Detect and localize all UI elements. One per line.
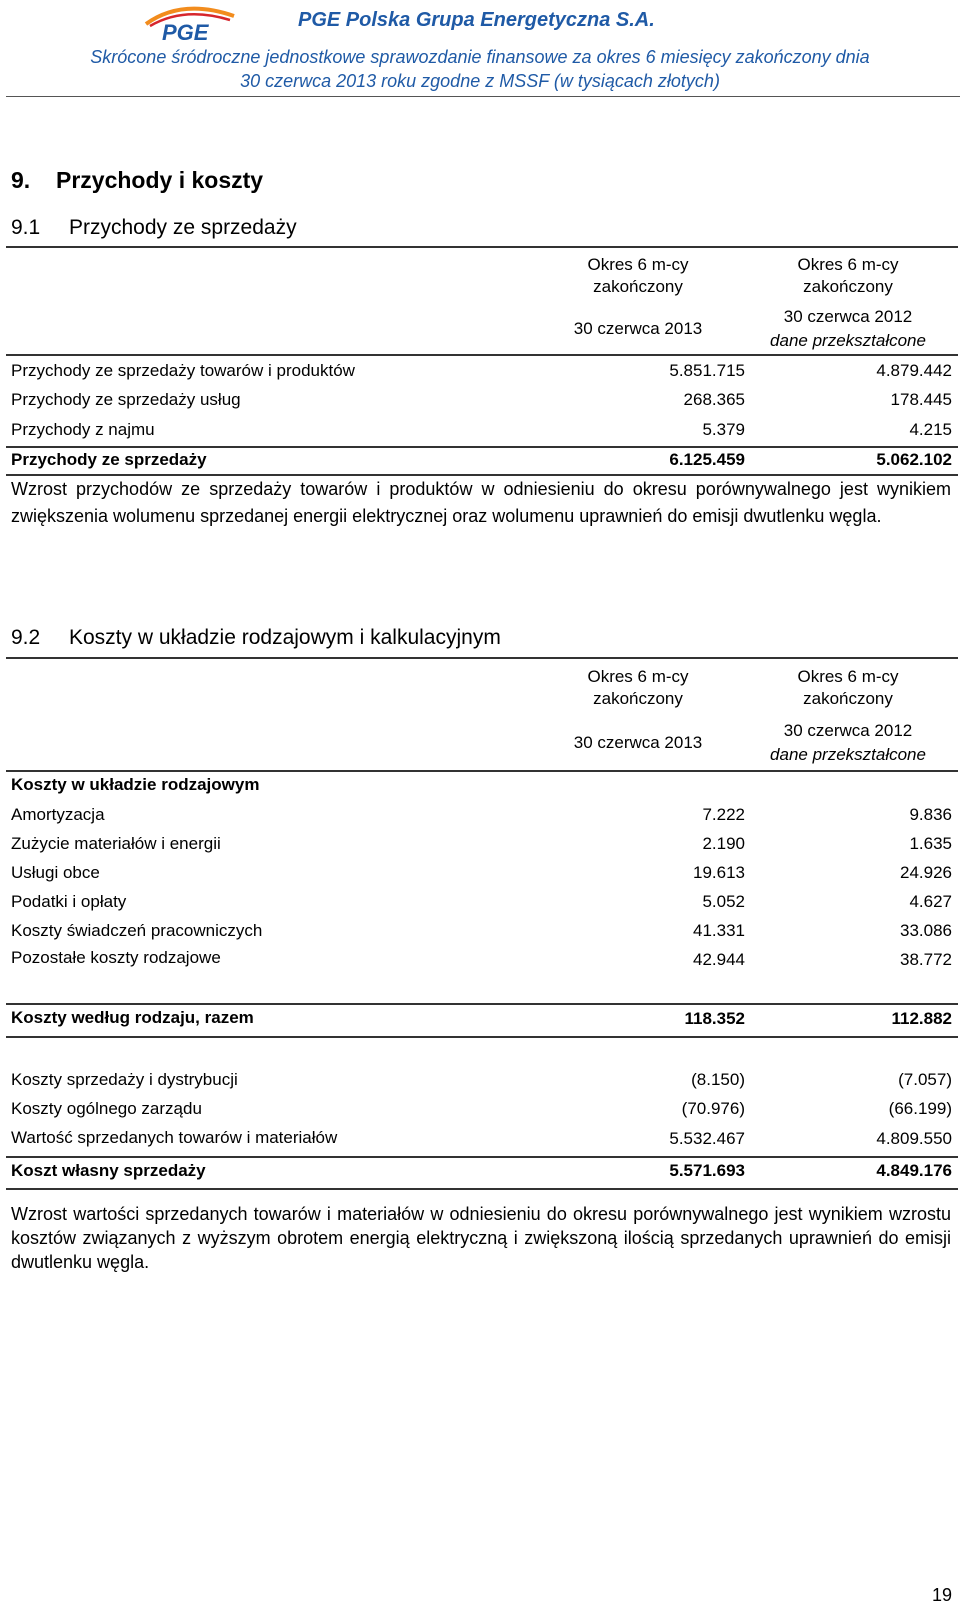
costs-total-rule [6,1156,958,1158]
col-period-label: Okres 6 m-cy [797,667,899,686]
row-label: Przychody z najmu [11,420,155,439]
revenue-note: Wzrost przychodów ze sprzedaży towarów i produktów w odniesieniu do okresu porównywalnego jest wynikiem zwiększenia wolumenu sprzedanej energii elektrycznej oraz wolumenu uprawnień do emisji dwutlenku węgla. [11,479,951,526]
costs-table-top-rule [6,657,958,659]
table-row [11,359,951,383]
table-row [11,948,951,972]
revenue-title: Przychody ze sprzedaży [69,216,297,239]
row-value-2012: 4.215 [909,420,952,439]
group-label-text: Koszty w układzie rodzajowym [11,775,260,794]
section-heading [11,167,263,194]
report-subtitle-line2: 30 czerwca 2013 roku zgodne z MSSF (w tysiącach złotych) [240,71,720,91]
costs-subtotal-row [11,1007,951,1031]
row-value-2012: 33.086 [900,921,952,940]
row-value-2013: 2.190 [702,834,745,853]
table-row [11,388,951,412]
col-ended-label: zakończony [593,689,683,708]
revenue-header-rule [6,354,958,356]
row-value-2013: (70.976) [681,1099,745,1118]
row-value-2013: 118.352 [684,1009,745,1028]
costs-note: Wzrost wartości sprzedanych towarów i materiałów w odniesieniu do okresu porównywalnego jest wynikiem wzrostu kosztów związanych z wyższym obrotem energią elektryczną i zwiększoną ilością sprzedanych uprawnień do emisji dwutlenku węgla. [11,1204,951,1272]
row-value-2012: 112.882 [891,1009,952,1028]
pge-logo [142,2,238,42]
col-date-label: 30 czerwca 2013 [573,319,703,338]
col-ended-label: zakończony [593,277,683,296]
row-value-2013: 268.365 [683,390,745,409]
revenue-number: 9.1 [11,216,41,239]
row-value-2012: 24.926 [900,863,952,882]
col-date-label: 30 czerwca 2013 [573,733,703,752]
costs-col1-header [543,666,733,754]
row-value-2012: (7.057) [898,1070,952,1089]
row-value-2013: 5.052 [702,892,745,911]
section-number: 9. [11,167,31,193]
revenue-col1-header [543,254,733,340]
company-name: PGE Polska Grupa Energetyczna S.A. [298,9,655,31]
revenue-col2-header [753,254,943,352]
table-row [11,1097,951,1121]
costs-bottom-rule [6,1188,958,1190]
table-row [11,861,951,885]
costs-col2-header [753,666,943,766]
costs-heading [11,626,501,650]
table-row [11,1127,951,1151]
costs-subtotal-bottom-rule [6,1036,958,1038]
logo-text: PGE [162,20,209,42]
col-date-label: 30 czerwca 2012 [783,307,913,326]
row-value-2012: 1.635 [909,834,952,853]
row-label: Przychody ze sprzedaży towarów i produktów [11,361,355,380]
row-value-2012: 5.062.102 [876,450,952,469]
costs-total-row [11,1159,951,1183]
header-divider [6,96,960,97]
costs-number: 9.2 [11,626,41,649]
page-number: 19 [931,1585,952,1605]
row-value-2012: 4.627 [909,892,952,911]
row-value-2013: 5.571.693 [669,1161,745,1180]
section-title: Przychody i koszty [56,167,264,193]
row-label: Koszty sprzedaży i dystrybucji [11,1070,238,1089]
row-value-2012: 4.879.442 [876,361,952,380]
row-value-2012: (66.199) [888,1099,952,1118]
row-value-2013: 19.613 [693,863,745,882]
row-label: Koszty świadczeń pracowniczych [11,921,263,940]
table-row [11,1068,951,1092]
col-ended-label: zakończony [803,689,893,708]
col-date-label: 30 czerwca 2012 [783,721,913,740]
table-row [11,803,951,827]
row-label: Przychody ze sprzedaży usług [11,390,241,409]
row-value-2013: 5.379 [702,420,745,439]
col-restated-label: dane przekształcone [770,745,926,764]
row-label: Zużycie materiałów i energii [11,834,221,853]
row-label: Wartość sprzedanych towarów i materiałów [11,1128,338,1147]
col-ended-label: zakończony [803,277,893,296]
table-row [11,890,951,914]
row-label: Przychody ze sprzedaży [11,450,207,469]
col-period-label: Okres 6 m-cy [797,255,899,274]
row-value-2013: 5.532.467 [669,1129,745,1148]
revenue-total-row [11,448,951,472]
report-subtitle-line1: Skrócone śródroczne jednostkowe sprawozdanie finansowe za okres 6 miesięcy zakończony dnia [90,47,870,67]
row-value-2013: 5.851.715 [669,361,745,380]
costs-title: Koszty w układzie rodzajowym i kalkulacyjnym [69,626,501,649]
row-label: Amortyzacja [11,805,105,824]
row-label: Koszt własny sprzedaży [11,1161,206,1180]
revenue-heading [11,216,297,240]
row-value-2013: 6.125.459 [669,450,745,469]
row-label: Usługi obce [11,863,100,882]
row-value-2013: 42.944 [693,950,745,969]
col-period-label: Okres 6 m-cy [587,255,689,274]
row-label: Podatki i opłaty [11,892,127,911]
table-row [11,832,951,856]
row-label: Pozostałe koszty rodzajowe [11,948,221,967]
col-period-label: Okres 6 m-cy [587,667,689,686]
table-row [11,418,951,442]
costs-header-rule [6,770,958,772]
row-value-2013: (8.150) [691,1070,745,1089]
row-value-2012: 9.836 [909,805,952,824]
row-value-2012: 38.772 [900,950,952,969]
table-row [11,919,951,943]
col-restated-label: dane przekształcone [770,331,926,350]
revenue-table-top-rule [6,246,958,248]
row-label: Koszty ogólnego zarządu [11,1099,202,1118]
row-label: Koszty według rodzaju, razem [11,1008,254,1027]
row-value-2012: 4.849.176 [876,1161,952,1180]
row-value-2013: 41.331 [693,921,745,940]
row-value-2012: 178.445 [890,390,952,409]
costs-group-label [11,773,951,797]
row-value-2013: 7.222 [702,805,745,824]
row-value-2012: 4.809.550 [876,1129,952,1148]
costs-subtotal-top-rule [6,1003,958,1005]
